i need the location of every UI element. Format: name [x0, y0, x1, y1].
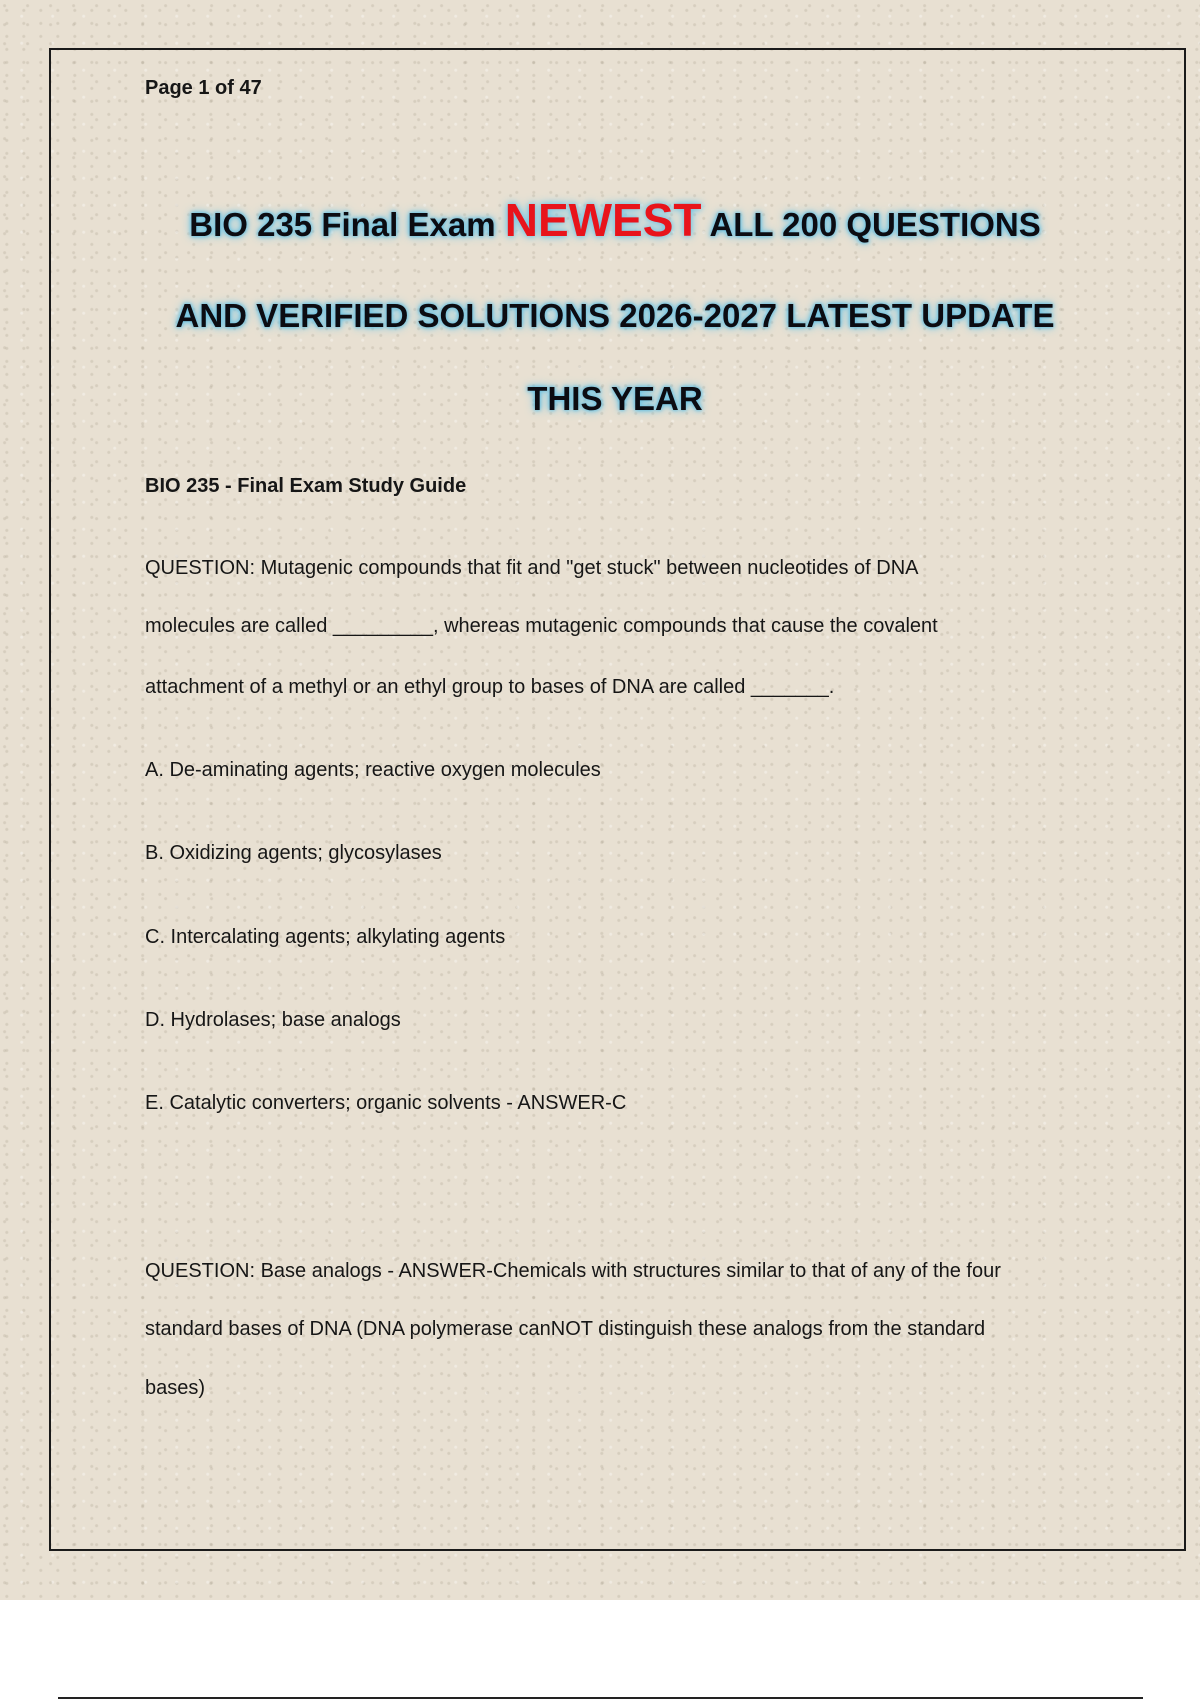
headline-line-1	[100, 194, 1130, 247]
question-1-line-1: QUESTION: Mutagenic compounds that fit and "get stuck" between nucleotides of DNA	[145, 557, 919, 579]
option-a: A. De-aminating agents; reactive oxygen molecules	[145, 759, 601, 781]
headline-line-2: AND VERIFIED SOLUTIONS 2026-2027 LATEST UPDATE	[175, 297, 1055, 334]
headline-newest-highlight: NEWEST	[504, 194, 702, 246]
headline-line-3: THIS YEAR	[527, 380, 703, 417]
option-d: D. Hydrolases; base analogs	[145, 1009, 401, 1031]
question-2-line-1: QUESTION: Base analogs - ANSWER-Chemicals with structures similar to that of any of the four	[145, 1260, 1001, 1282]
option-b: B. Oxidizing agents; glycosylases	[145, 842, 442, 864]
headline-prefix: BIO 235 Final Exam	[189, 206, 505, 243]
question-2-line-2: standard bases of DNA (DNA polymerase canNOT distinguish these analogs from the standard	[145, 1318, 986, 1340]
study-guide-subtitle: BIO 235 - Final Exam Study Guide	[145, 475, 467, 497]
page-number: Page 1 of 47	[145, 77, 262, 99]
headline-suffix: ALL 200 QUESTIONS	[701, 206, 1041, 243]
footer-divider	[58, 1697, 1143, 1699]
option-e-with-answer: E. Catalytic converters; organic solvents - ANSWER-C	[145, 1092, 627, 1114]
question-1-line-3: attachment of a methyl or an ethyl group to bases of DNA are called _______.	[145, 676, 835, 698]
option-c: C. Intercalating agents; alkylating agents	[145, 926, 506, 948]
question-2-line-3: bases)	[145, 1377, 206, 1399]
question-1-line-2: molecules are called _________, whereas mutagenic compounds that cause the covalent	[145, 615, 938, 637]
